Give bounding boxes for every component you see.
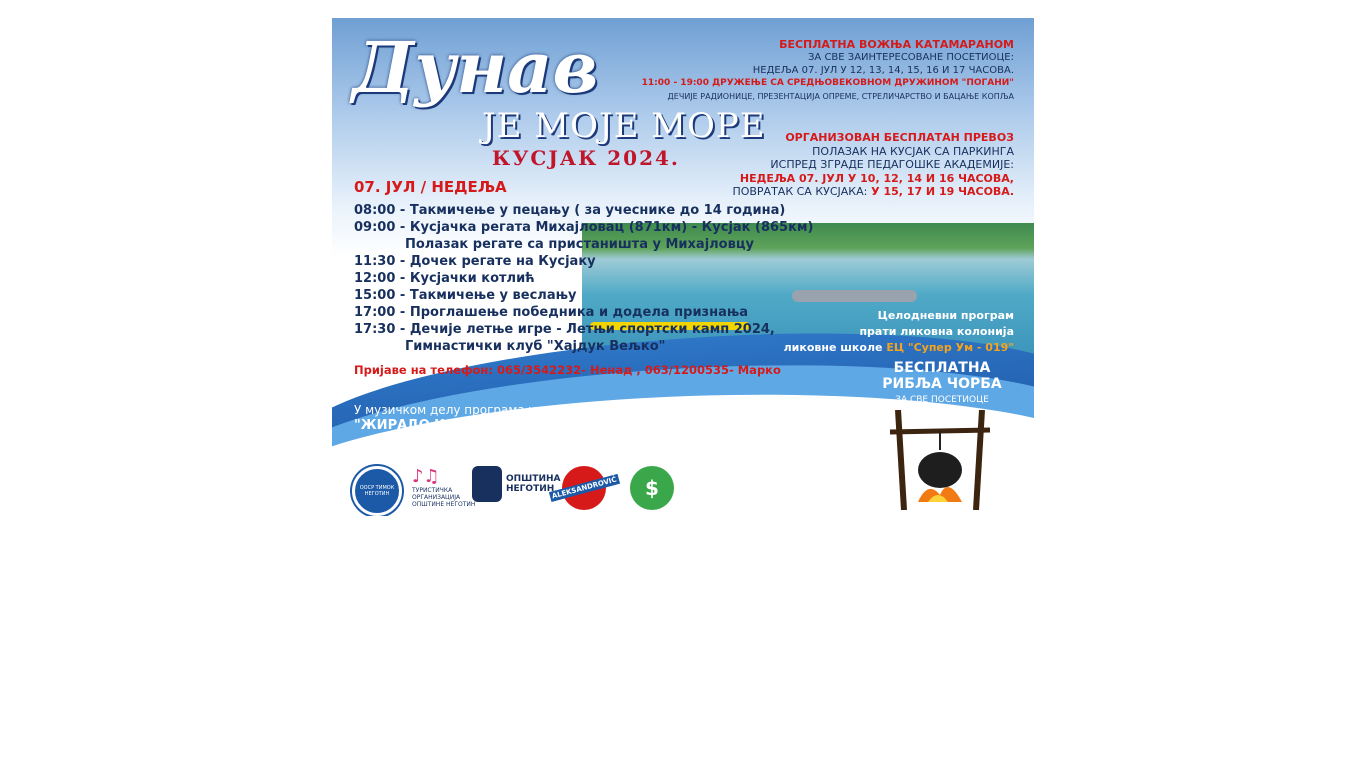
event-poster [332, 18, 1034, 516]
schedule-item: 17:00 - Проглашење победника и додела признања [354, 305, 749, 320]
schedule-item: 09:00 - Кусјачка регата Михајловац (871км) - Кусјак (865км) [354, 220, 814, 235]
coat-of-arms-icon [472, 466, 502, 502]
schedule-list [354, 202, 814, 355]
municipality-negotin-logo: ОПШТИНА НЕГОТИН [472, 466, 560, 502]
music-note-icon: ♪♫ [412, 466, 440, 487]
music-bands: "ЖИРАДО КАВАЉЕРИ" И "MADICINE" [354, 418, 633, 433]
schedule-item: 08:00 - Такмичење у пецању ( за учеснике до 14 година) [354, 203, 786, 218]
catamaran-info: БЕСПЛАТНА ВОЖЊА КАТАМАРАНОМ ЗА СВЕ ЗАИНТЕРЕСОВАНЕ ПОСЕТИОЦЕ: НЕДЕЉА 07. ЈУЛ У 12, 13, 14, 15, 16 И 17 ЧАСОВА. 11:00 - 19:00 ДРУЖЕЊЕ СА СРЕДЊОВЕКОВНОМ ДРУЖИНОМ "ПОГАНИ" ДЕЧИЈЕ РАДИОНИЦЕ, ПРЕЗЕНТАЦИЈА ОПРЕМЕ, СТРЕЛИЧАРСТВО И БАЦАЊЕ КОПЉА [641, 38, 1014, 101]
schedule-item: Полазак регате са пристаништа у Михајловцу [405, 237, 754, 252]
schedule-item: Гимнастички клуб "Хајдук Вељко" [405, 339, 666, 354]
music-intro: У музичком делу програма учествују: [354, 403, 593, 417]
free-fish-soup: БЕСПЛАТНА РИБЉА ЧОРБА ЗА СВЕ ПОСЕТИОЦЕ [882, 360, 1002, 405]
sports-club-logo [630, 466, 674, 510]
dollar-sign-icon: $ [645, 476, 659, 500]
schedule-item: 17:30 - Дечије летње игре - Летњи спортски камп 2024, [354, 322, 775, 337]
poster-subtitle: JE MOJE MOPE [482, 106, 766, 146]
aleksandrovic-logo: ALEKSANDROVIĆ [562, 466, 606, 510]
cauldron-fire-icon [888, 410, 992, 510]
schedule-item: 15:00 - Такмичење у веслању [354, 288, 577, 303]
tourist-organization-logo: ♪♫ ТУРИСТИЧКА ОРГАНИЗАЦИЈА ОПШТИНЕ НЕГОТИН [412, 466, 476, 508]
art-colony-info: Целодневни програм прати ликовна колонија ликовне школе ЕЦ "Супер Ум - 019" [783, 309, 1014, 354]
transport-info: ОРГАНИЗОВАН БЕСПЛАТАН ПРЕВОЗ ПОЛАЗАК НА КУСЈАК СА ПАРКИНГА ИСПРЕД ЗГРАДЕ ПЕДАГОШКЕ АКАДЕМИЈЕ: НЕДЕЉА 07. ЈУЛ У 10, 12, 14 И 16 ЧАСОВА, ПОВРАТАК СА КУСЈАКА: У 15, 17 И 19 ЧАСОВА. [732, 131, 1014, 198]
poster-location-year: КУСЈАК 2024. [492, 146, 680, 170]
oosr-timok-logo: ООСР ТИМОК НЕГОТИН [352, 466, 402, 516]
schedule-item: 11:30 - Дочек регате на Кусјаку [354, 254, 596, 269]
schedule-item: 12:00 - Кусјачки котлић [354, 271, 535, 286]
registration-phones: Пријаве на телефон: 065/3542232- Ненад , 063/1200535- Марко [354, 363, 781, 377]
poster-title: Дунав [352, 26, 599, 109]
event-date: 07. ЈУЛ / НЕДЕЉА [354, 178, 507, 196]
